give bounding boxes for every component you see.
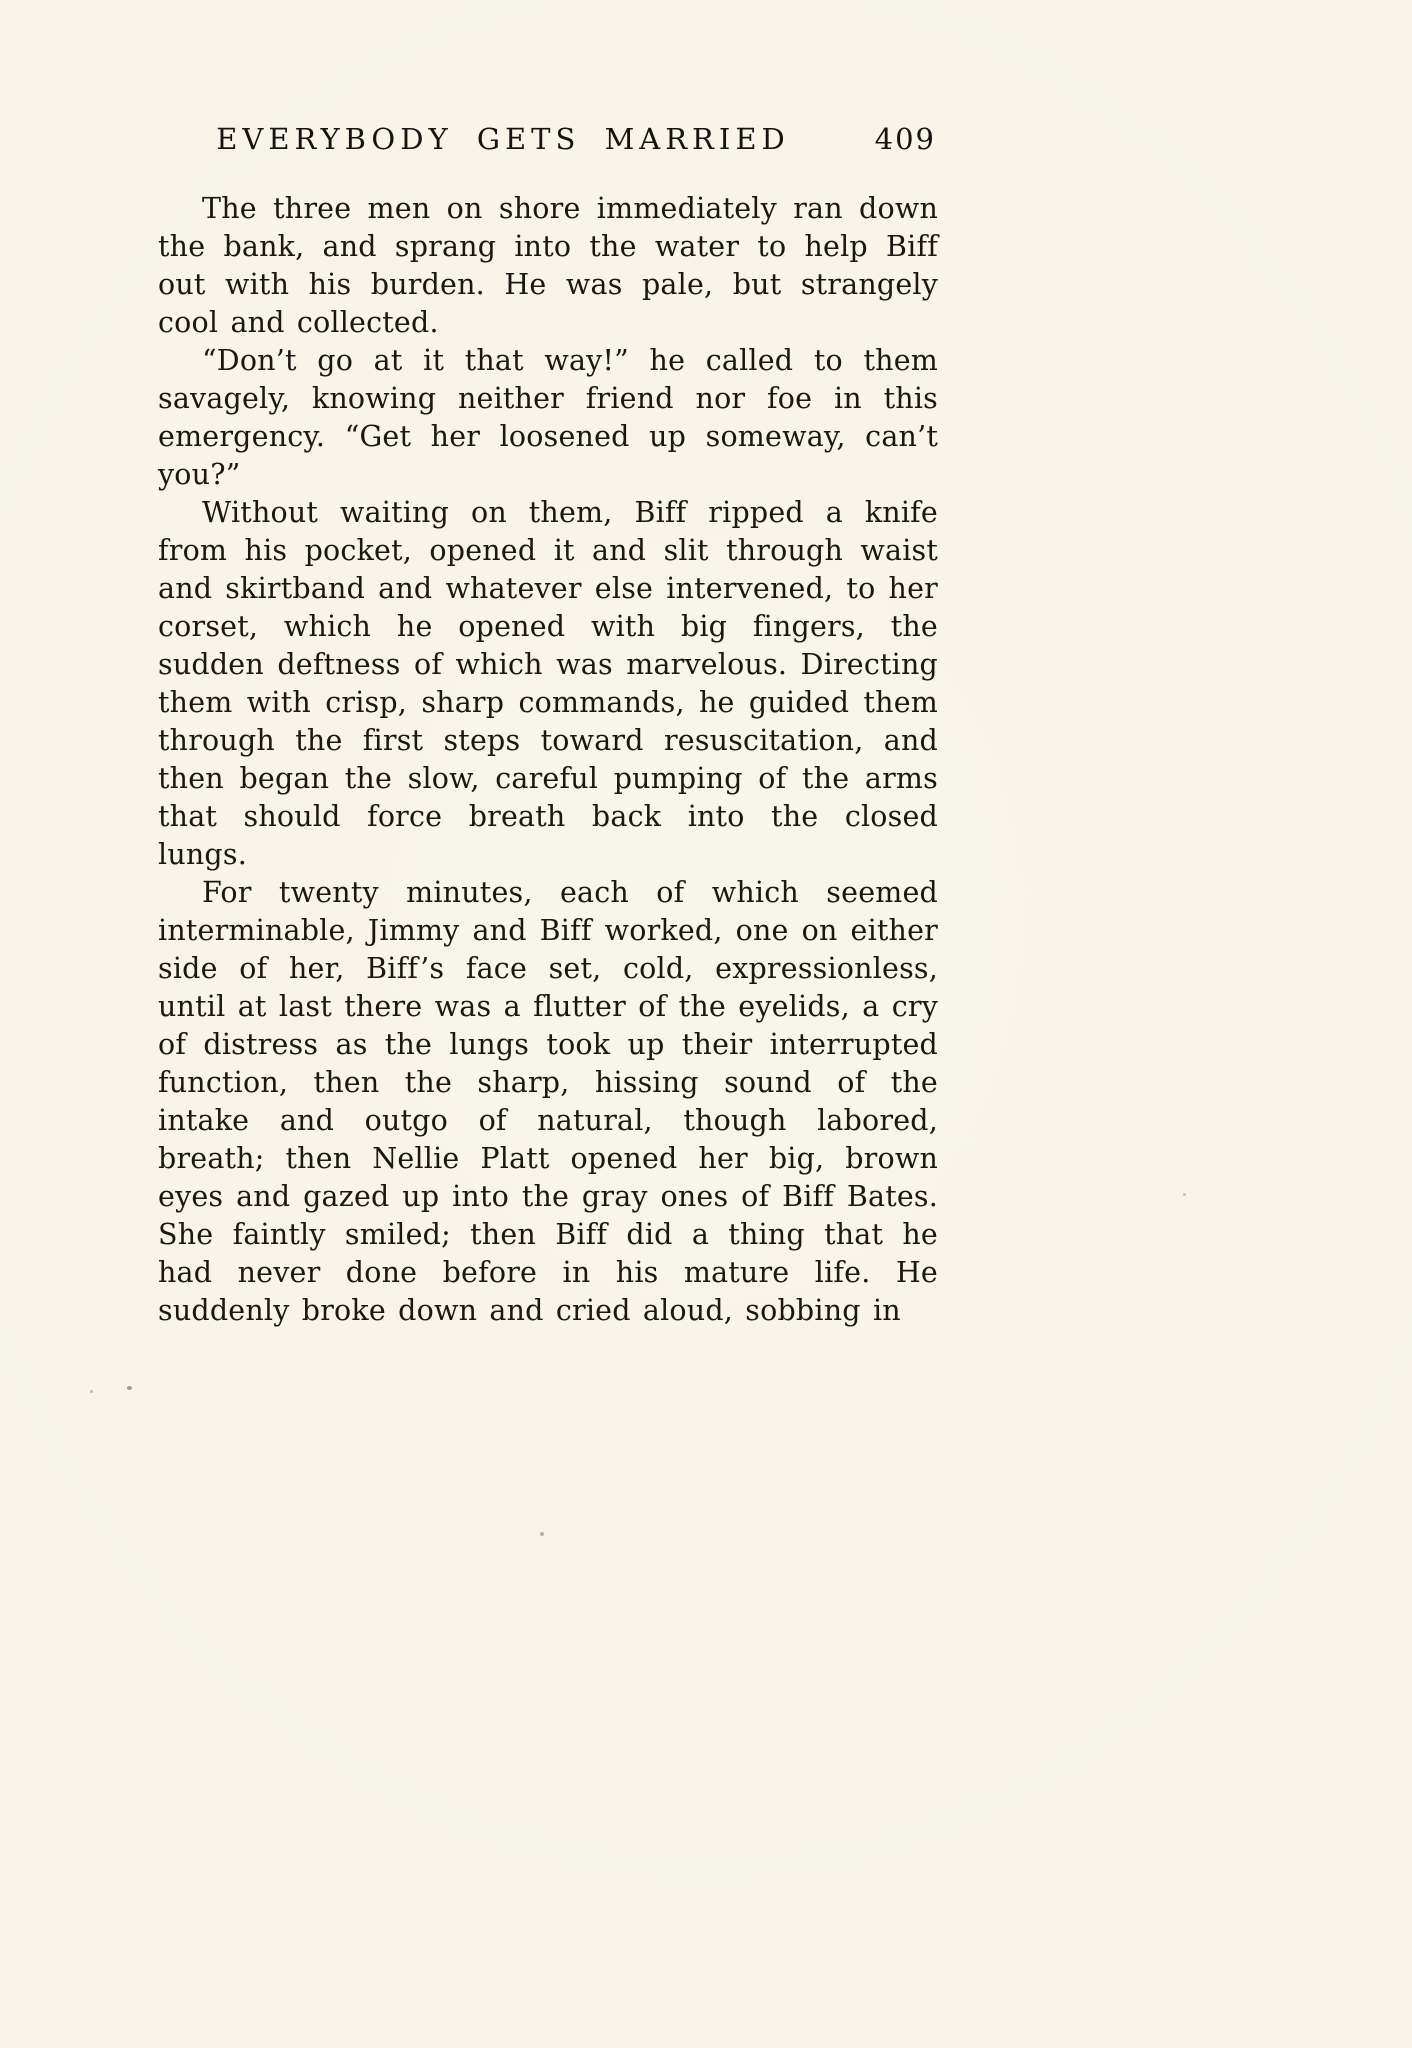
scan-speck xyxy=(1183,1193,1186,1196)
scan-speck xyxy=(127,1386,132,1390)
page-title: EVERYBODY GETS MARRIED xyxy=(216,122,790,156)
scan-speck xyxy=(540,1532,544,1536)
scan-speck xyxy=(90,1390,93,1393)
page-number: 409 xyxy=(874,122,936,156)
paragraph: For twenty minutes, each of which seemed interminable, Jimmy and Biff worked, one on either side of her, Biff’s face set, cold, expressionless, until at last there was a flutter of the eyelids, a cry of distress as the lungs took up their interrupted function, then the sharp, hissing sound of the intake and outgo of natural, though labored, breath; then Nellie Platt opened her big, brown eyes and gazed up into the gray ones of Biff Bates. She faintly smiled; then Biff did a thing that he had never done before in his mature life. He suddenly broke down and cried aloud, sobbing in xyxy=(158,876,938,1327)
body-text xyxy=(158,190,938,1330)
paragraph: The three men on shore immediately ran down the bank, and sprang into the water to help Biff out with his burden. He was pale, but strangely cool and collected. xyxy=(158,192,938,339)
text-block xyxy=(158,122,938,1330)
running-head xyxy=(158,122,938,156)
paragraph: “Don’t go at it that way!” he called to them savagely, knowing neither friend nor foe in this emergency. “Get her loosened up someway, can’t you?” xyxy=(158,344,938,491)
paragraph: Without waiting on them, Biff ripped a knife from his pocket, opened it and slit through waist and skirtband and whatever else intervened, to her corset, which he opened with big fingers, the sudden deftness of which was marvelous. Directing them with crisp, sharp commands, he guided them through the first steps toward resuscitation, and then began the slow, careful pumping of the arms that should force breath back into the closed lungs. xyxy=(158,496,938,871)
